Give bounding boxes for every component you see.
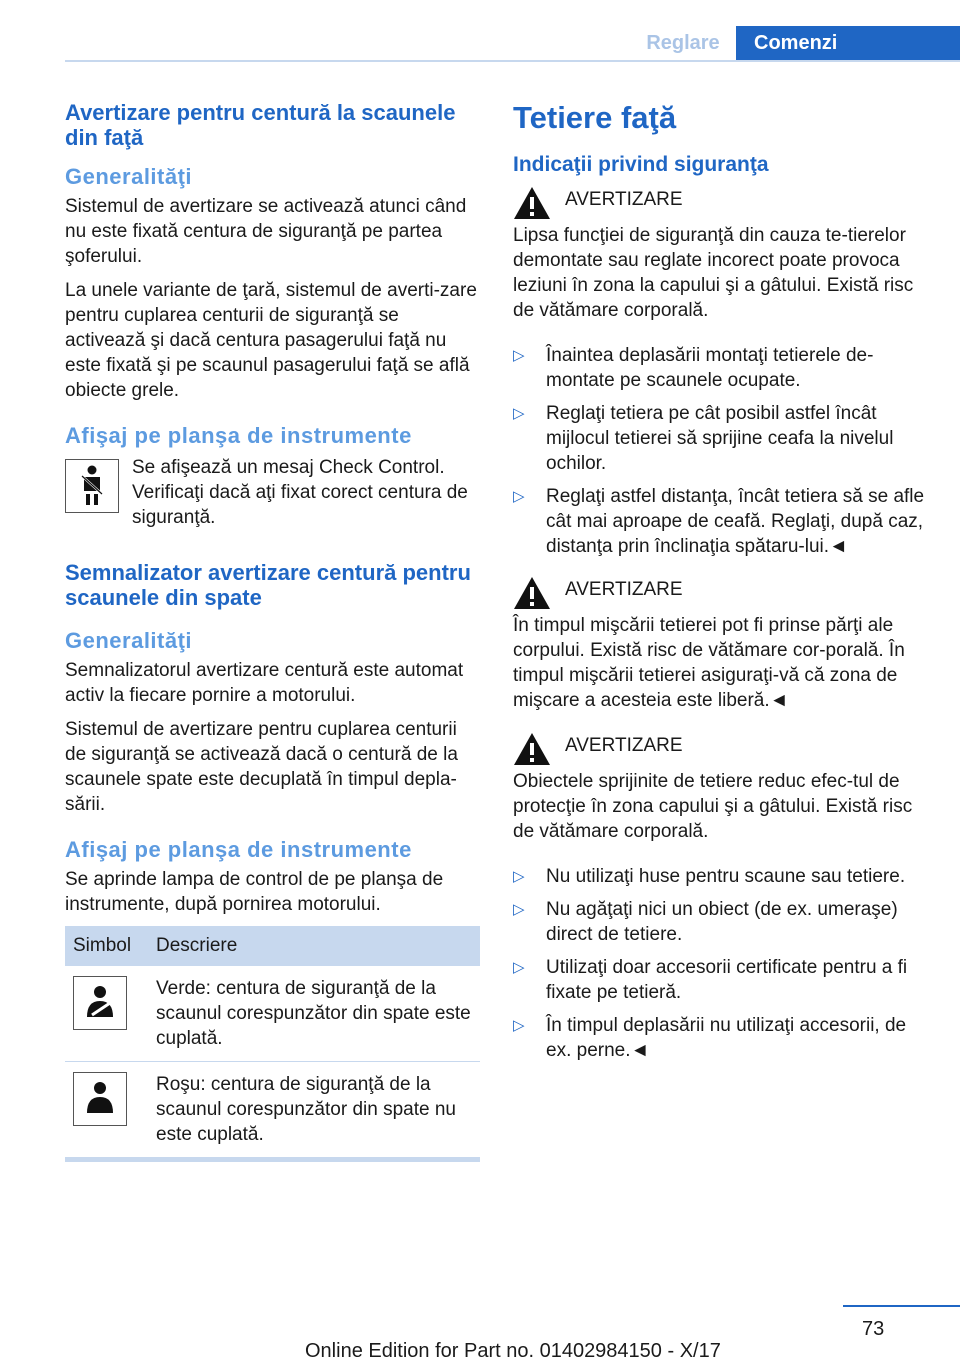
header-divider: [65, 60, 960, 62]
list-item: ▷ Nu agăţaţi nici un obiect (de ex. umeraşe) direct de tetiere.: [513, 899, 898, 945]
table-bottom-rule: [65, 1158, 480, 1162]
triangle-bullet-icon: ▷: [513, 1017, 525, 1034]
warning-block-1: [513, 187, 928, 323]
subheading-display: Afişaj pe planşa de instrumente: [65, 423, 412, 448]
left-column: [65, 100, 480, 1162]
warning-label: AVERTIZARE: [565, 579, 683, 600]
warning-text: În timpul mişcării tetierei pot fi prinse părţi ale corpului. Există risc de vătămare cor‐porală. În timpul mişcării tetierei asiguraţi-vă că zona de mişcare a acesteia este liberă.◄: [513, 615, 905, 711]
warning-text: Obiectele sprijinite de tetiere reduc efec‐tul de protecţie în zona capului şi a gâtului. Există risc de vătămare corporală.: [513, 771, 913, 842]
list-item: ▷ Nu utilizaţi huse pentru scaune sau tetiere.: [513, 866, 906, 887]
instruction-list-1: [513, 343, 928, 559]
subheading-general: Generalităţi: [65, 628, 193, 653]
table-header-description: Descriere: [148, 926, 480, 966]
warning-block-2: [513, 577, 928, 713]
subheading-safety: Indicaţii privind siguranţa: [513, 153, 769, 176]
subheading-display: Afişaj pe planşa de instrumente: [65, 837, 412, 862]
warning-triangle-icon: [513, 575, 551, 611]
instruction-list-2: [513, 864, 928, 1063]
table-row: [65, 966, 480, 1062]
triangle-bullet-icon: ▷: [513, 405, 525, 422]
footer-edition: Online Edition for Part no. 01402984150 - X/17: [305, 1340, 721, 1362]
tab-comenzi[interactable]: Comenzi: [736, 26, 960, 60]
seatbelt-unfastened-icon: [73, 1072, 127, 1126]
seatbelt-warning-icon: [65, 459, 119, 513]
warning-label: AVERTIZARE: [565, 735, 683, 756]
page-header: [0, 0, 960, 62]
triangle-bullet-icon: ▷: [513, 901, 525, 918]
warning-label: AVERTIZARE: [565, 189, 683, 210]
subheading-general: Generalităţi: [65, 164, 193, 189]
triangle-bullet-icon: ▷: [513, 347, 525, 364]
warning-triangle-icon: [513, 731, 551, 767]
warning-text: Lipsa funcţiei de siguranţă din cauza te‐tierelor demontate sau reglate incorect poate provoca leziuni în zona la capului şi a gâtului. Există risc de vătămare corporală.: [513, 225, 914, 321]
table-cell-description: Roşu: centura de siguranţă de la scaunul corespunzător din spate nu este cuplată.: [148, 1062, 480, 1158]
paragraph: Se aprinde lampa de control de pe planşa de instrumente, după pornirea motorului.: [65, 869, 444, 915]
footer-rule: [843, 1305, 960, 1307]
section-title-rear-belt: Semnalizator avertizare centură pentru scaunele din spate: [65, 560, 471, 610]
right-column: [513, 100, 928, 1081]
table-row: [65, 1062, 480, 1158]
warning-triangle-icon: [513, 185, 551, 221]
paragraph: Sistemul de avertizare pentru cuplarea centurii de siguranţă se activează dacă o centură de la scaunele spate este decuplată în timpul depla‐sării.: [65, 719, 458, 815]
list-item: ▷ Reglaţi tetiera pe cât posibil astfel încât mijlocul tetierei să sprijine ceafa la nivelul ochilor.: [513, 403, 894, 474]
triangle-bullet-icon: ▷: [513, 959, 525, 976]
table-cell-description: Verde: centura de siguranţă de la scaunul corespunzător din spate este cuplată.: [148, 966, 480, 1062]
warning-block-3: [513, 733, 928, 844]
table-header-symbol: Simbol: [65, 926, 148, 966]
display-text: Se afişează un mesaj Check Control. Verificaţi dacă aţi fixat corect centura de siguranţă.: [132, 457, 468, 528]
paragraph: La unele variante de ţară, sistemul de averti‐zare pentru cuplarea centurii de siguranţă se activează şi dacă centura pasagerului faţă nu este fixată şi pe scaunul pasagerului faţă se află obiecte grele.: [65, 280, 477, 401]
page-title: Tetiere faţă: [513, 100, 677, 135]
section-title-front-belt: Avertizare pentru centură la scaunele din faţă: [65, 100, 456, 150]
table-header-row: [65, 926, 480, 966]
list-item: ▷ Utilizaţi doar accesorii certificate pentru a fi fixate pe tetieră.: [513, 957, 908, 1003]
seatbelt-fastened-icon: [73, 976, 127, 1030]
symbol-table: [65, 926, 480, 1158]
triangle-bullet-icon: ▷: [513, 868, 525, 885]
page-number: 73: [862, 1318, 885, 1340]
list-item: ▷ Reglaţi astfel distanţa, încât tetiera să se afle cât mai aproape de ceafă. Reglaţi, după caz, distanţa prin înclinaţia spătaru‐lui.◄: [513, 486, 925, 557]
triangle-bullet-icon: ▷: [513, 488, 525, 505]
paragraph: Sistemul de avertizare se activează atunci când nu este fixată centura de siguranţă pe partea şoferului.: [65, 196, 467, 267]
list-item: ▷ În timpul deplasării nu utilizaţi accesorii, de ex. perne.◄: [513, 1015, 907, 1061]
paragraph: Semnalizatorul avertizare centură este automat activ la fiecare pornire a motorului.: [65, 660, 464, 706]
display-info-row: [65, 455, 480, 530]
tab-reglare[interactable]: Reglare: [646, 32, 720, 54]
list-item: ▷ Înaintea deplasării montaţi tetierele de‐montate pe scaunele ocupate.: [513, 345, 874, 391]
